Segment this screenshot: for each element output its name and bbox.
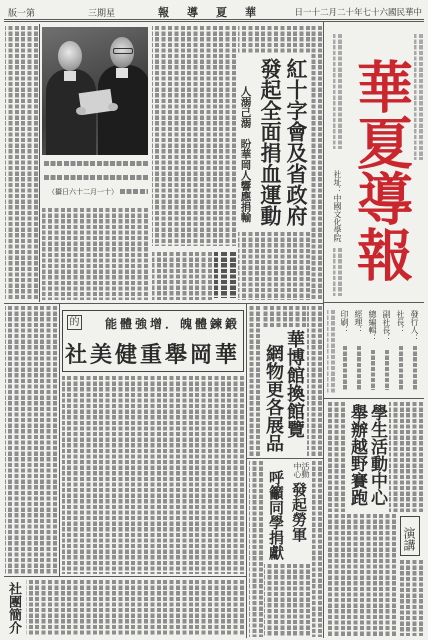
center-column-rule (246, 304, 247, 638)
staff-label-printer: 印刷： (340, 310, 349, 334)
blood-drive-subhead: 人溺己溺 盼華岡人響應捐輸 (239, 86, 252, 223)
troops-headline-line1: 發起勞軍 (290, 482, 308, 542)
photo-left-rule (39, 24, 40, 302)
race-headline-line2: 舉辦越野賽跑 (347, 404, 367, 506)
staff-name-publisher (412, 346, 417, 390)
brief-news-heading (214, 252, 236, 298)
photo-caption-line (44, 175, 148, 180)
club-intro-body-text (26, 580, 244, 636)
lecture-body-text (400, 560, 423, 636)
masthead-bottom-rule (324, 302, 424, 303)
header-rule (4, 19, 424, 20)
staff-label-vice-president: 副社長： (382, 310, 391, 342)
staff-label-editor-in-chief: 總編輯： (368, 310, 377, 342)
masthead-phone-text (333, 248, 342, 296)
masthead-founding-text (333, 34, 342, 149)
troops-body-text (264, 564, 310, 637)
photo-hand-right (108, 103, 118, 111)
race-body-text (389, 402, 423, 512)
photo-person-left-collar (64, 71, 76, 81)
race-body-text (326, 402, 345, 512)
club-bottom-rule (4, 576, 246, 577)
photo-caption-line (120, 189, 148, 194)
photo-person-left-head (58, 41, 82, 71)
staff-name-vice-president (384, 350, 389, 390)
staff-label-manager: 經理： (354, 310, 363, 334)
race-headline-line1: 學生活動中心 (367, 404, 387, 506)
staff-name-president (398, 346, 403, 390)
left-strip-body-text (5, 26, 38, 300)
museum-body-text (307, 306, 322, 456)
masthead-issue-text (414, 34, 423, 160)
right-column-rule (323, 22, 324, 638)
club-section-label: 社團簡介 (6, 582, 21, 634)
club-left-body-text (5, 306, 57, 574)
weekday-label: 星期三 (88, 9, 116, 19)
troops-kicker: 活動中心 (293, 462, 310, 478)
staff-label-president: 社長： (396, 310, 405, 334)
race-body-text (326, 514, 396, 636)
blood-drive-body-text (238, 26, 310, 54)
club-slogan: 鍛鍊體魄．增強體能 (104, 317, 240, 331)
header-paper-name: 華夏導報 (158, 6, 274, 19)
blood-drive-body-text (152, 26, 236, 246)
photo-caption-line (44, 161, 148, 166)
museum-bottom-rule (247, 458, 323, 459)
troops-headline-line2: 呼籲同學捐獻 (267, 470, 285, 560)
club-connector: 的 (67, 315, 82, 330)
museum-body-text (249, 306, 260, 456)
museum-headline-line2: 網物更各展品 (263, 344, 284, 452)
club-name: 華岡舉重健美社 (64, 342, 240, 368)
staff-publishing-office-text (327, 310, 335, 394)
news-photo (42, 27, 148, 155)
museum-headline-line1: 華博館換館覽 (284, 330, 305, 438)
blood-drive-body-text (238, 232, 310, 300)
masthead-title: 華夏導報 (348, 58, 414, 282)
brief-news-body-text (152, 252, 212, 300)
photo-hand-left (76, 107, 86, 115)
header-rule-double (4, 21, 424, 22)
photo-person-right-collar (116, 68, 128, 78)
club-body-text (62, 376, 244, 574)
edition-label: 第一版 (8, 9, 36, 19)
troops-body-text (249, 461, 263, 637)
staff-name-manager (356, 346, 361, 390)
museum-body-text (262, 306, 306, 328)
photo-article-body-text (42, 208, 148, 300)
photo-glasses (113, 48, 133, 54)
staff-name-editor-in-chief (370, 350, 375, 390)
staff-label-publisher: 發行人： (410, 310, 419, 342)
blood-drive-headline-line1: 紅十字會及省政府 (284, 58, 309, 226)
staff-name-printer (342, 346, 347, 390)
staff-box-bottom-rule (324, 398, 424, 399)
header-date: 中華民國六十七年十二月二十一日 (294, 8, 422, 18)
lecture-box-label: 演講 (400, 516, 420, 556)
masthead-address: 社址：中國文化學院 (333, 170, 342, 242)
blood-drive-headline-line2: 發起全面捐血運動 (258, 58, 283, 226)
left-strip-rule (59, 304, 60, 576)
photo-caption-date: （十一月二十六日攝） (48, 188, 118, 196)
blood-drive-body-text (311, 26, 322, 300)
section-rule-top (4, 303, 323, 304)
troops-body-text (312, 461, 322, 637)
